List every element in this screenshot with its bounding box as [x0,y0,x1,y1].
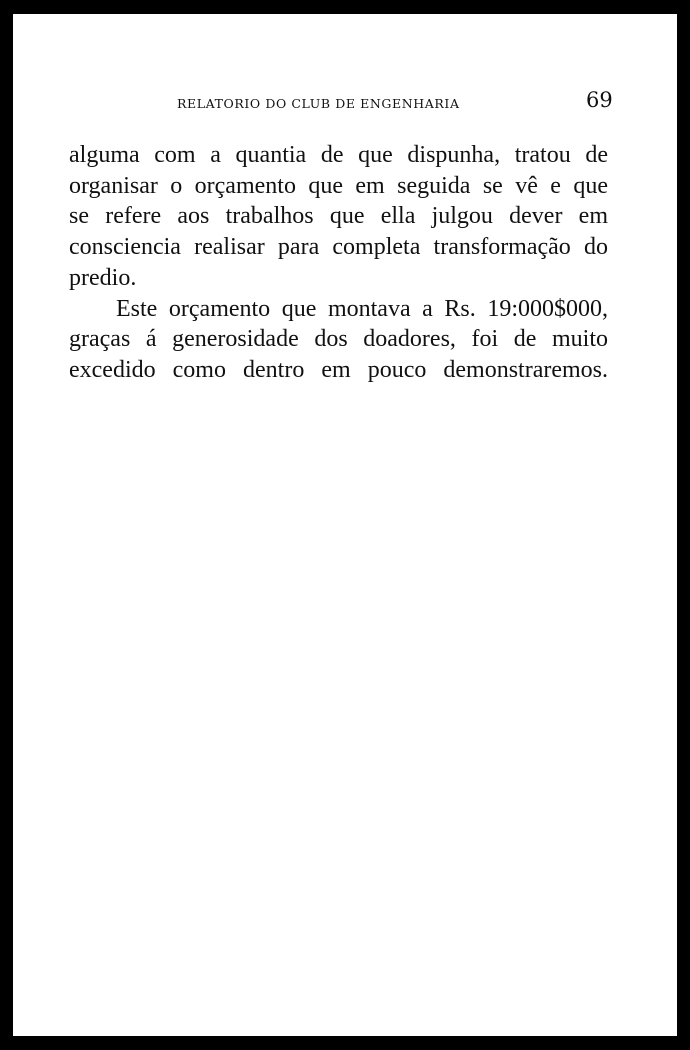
running-title: RELATORIO DO CLUB DE ENGENHARIA [177,96,460,111]
text-line: predio. [69,264,137,291]
body-text [69,140,608,386]
page-number: 69 [586,88,613,112]
text-line: se refere aos trabalhos que ella julgou dever em [69,203,608,230]
paragraph-2 [69,294,608,386]
text-line: excedido como dentro em pouco demonstraremos. [69,356,608,383]
text-line: organisar o orçamento que em seguida se vê e que [69,172,608,199]
text-line: Este orçamento que montava a Rs. 19:000$000, [116,295,608,322]
text-line: graças á generosidade dos doadores, foi de muito [69,326,608,353]
paragraph-1 [69,140,608,294]
text-line: alguma com a quantia de que dispunha, tratou de [69,142,608,168]
book-page [13,14,677,1036]
text-line: consciencia realisar para completa transformação do [69,234,608,261]
